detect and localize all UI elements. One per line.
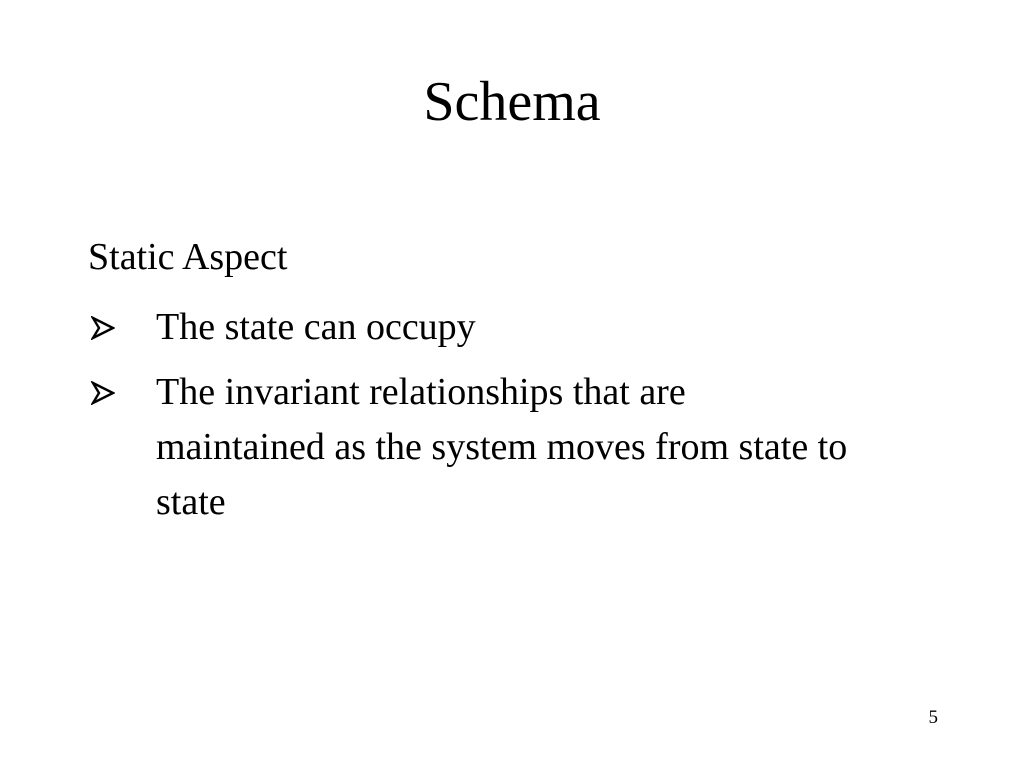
bullet-item	[88, 365, 908, 530]
bullet-item	[88, 300, 908, 355]
section-heading: Static Aspect	[88, 236, 288, 278]
page-number: 5	[928, 707, 938, 728]
bullet-text: The invariant relationships that are maintained as the system moves from state to state	[156, 371, 848, 523]
bullet-list	[88, 300, 908, 540]
bullet-text: The state can occupy	[156, 306, 476, 348]
arrowhead-bullet-icon	[88, 365, 156, 420]
slide-title: Schema	[423, 71, 601, 133]
arrowhead-bullet-icon	[88, 300, 156, 355]
